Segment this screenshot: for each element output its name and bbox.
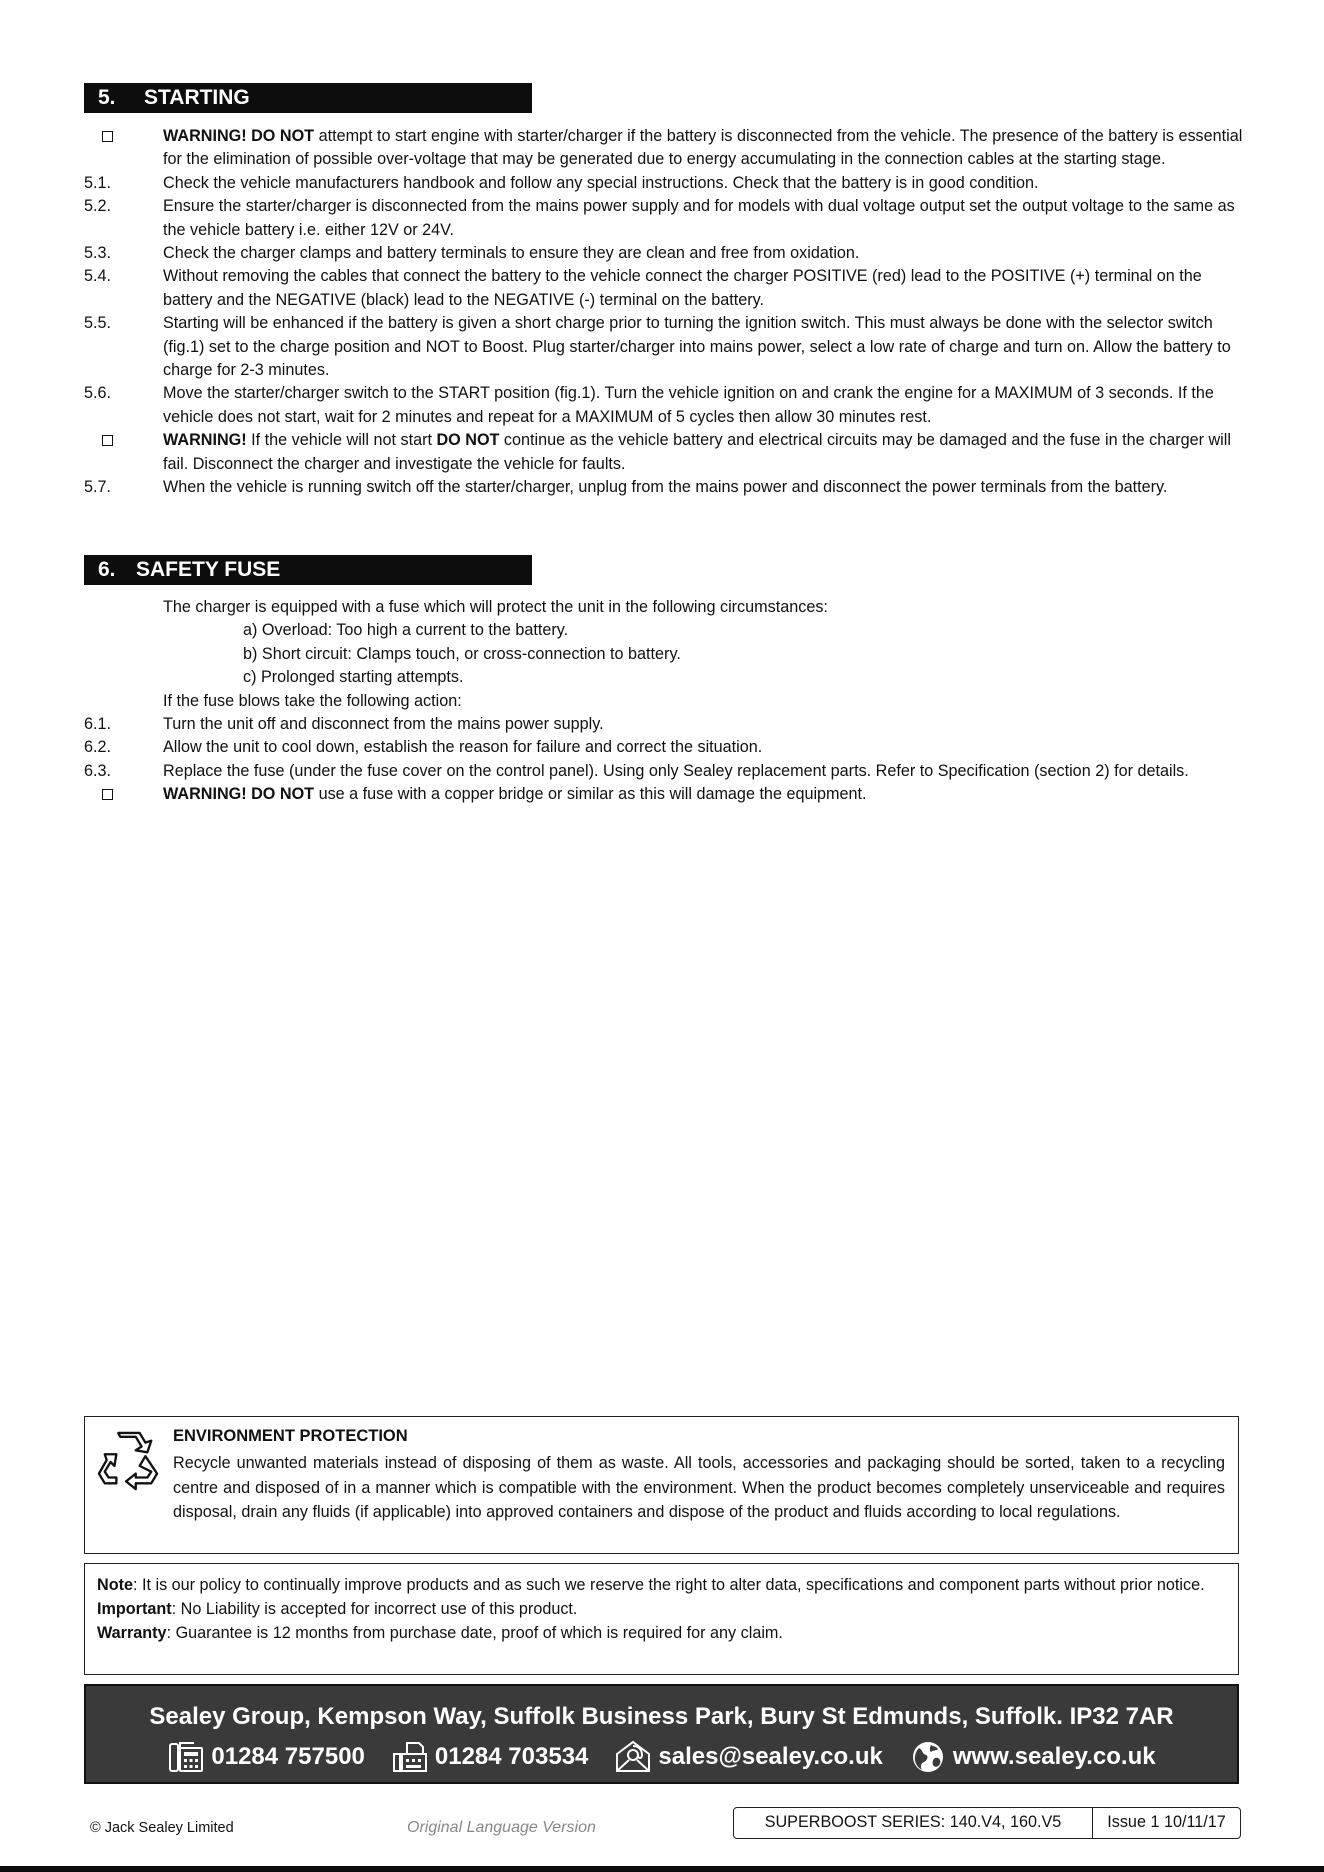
- item-text: Replace the fuse (under the fuse cover on the control panel). Using only Sealey replacement parts. Refer to Specification (section 2) for details.: [163, 761, 1189, 780]
- warranty-text: : Guarantee is 12 months from purchase date, proof of which is required for any claim.: [166, 1624, 783, 1642]
- warning-label: WARNING! DO NOT: [163, 785, 315, 804]
- item-number: 5.2.: [84, 197, 112, 216]
- section-6-number: 6.: [98, 558, 116, 581]
- warning-item: [84, 125, 1244, 172]
- phone-number[interactable]: 01284 757500: [211, 1743, 365, 1770]
- item-text: Without removing the cables that connect the battery to the vehicle connect the charger POSITIVE (red) lead to the POSITIVE (+) terminal on the battery and the NEGATIVE (black) lead to the NEGATIVE (-) terminal on the battery.: [163, 267, 1202, 309]
- item-number: 5.7.: [84, 478, 112, 497]
- section-5-title: STARTING: [144, 86, 250, 109]
- notes-box: [84, 1563, 1239, 1675]
- item-text: Move the starter/charger switch to the START position (fig.1). Turn the vehicle ignition on and crank the engine for a MAXIMUM of 3 seconds. If the vehicle does not start, wait for 2 minutes and repeat for a MAXIMUM of 5 cycles then allow 30 minutes rest.: [163, 384, 1214, 426]
- contact-footer: [84, 1684, 1239, 1784]
- warranty-label: Warranty: [97, 1624, 167, 1642]
- item-number: 5.5.: [84, 314, 112, 333]
- item-text: When the vehicle is running switch off the starter/charger, unplug from the mains power and disconnect the power terminals from the battery.: [163, 478, 1168, 497]
- section-6-heading: [84, 555, 532, 585]
- action-intro-text: If the fuse blows take the following action:: [163, 691, 462, 710]
- list-item: [84, 476, 1244, 499]
- fax-icon: [391, 1740, 429, 1774]
- section-5-list: [84, 125, 1244, 500]
- checkbox-bullet-icon: [102, 435, 113, 446]
- item-text: use a fuse with a copper bridge or similar as this will damage the equipment.: [314, 785, 867, 804]
- intro-text: The charger is equipped with a fuse which will protect the unit in the following circumstances:: [163, 598, 828, 616]
- web-contact: [909, 1740, 1156, 1774]
- list-item: [84, 713, 1244, 736]
- item-text: attempt to start engine with starter/charger if the battery is disconnected from the vehicle. The presence of the battery is essential for the elimination of possible over-voltage that may be generated due to energy accumulating in the connection cables at the starting stage.: [163, 127, 1243, 169]
- item-number: 5.6.: [84, 384, 112, 403]
- note-text: : It is our policy to continually improve products and as such we reserve the right to alter data, specifications and component parts without prior notice.: [132, 1576, 1205, 1594]
- series-issue-box: [733, 1807, 1241, 1839]
- important-label: Important: [97, 1600, 172, 1618]
- list-item: [84, 312, 1244, 382]
- fuse-intro: [84, 596, 1244, 619]
- email-contact: [614, 1740, 882, 1774]
- email-link[interactable]: sales@sealey.co.uk: [658, 1743, 883, 1770]
- telephone-icon: [167, 1740, 205, 1774]
- item-text: If the vehicle will not start: [246, 431, 437, 450]
- original-language-label: Original Language Version: [407, 1819, 596, 1836]
- environment-protection-box: [84, 1416, 1239, 1554]
- envelope-at-icon: [614, 1740, 652, 1774]
- item-number: 5.3.: [84, 244, 112, 263]
- list-item: [84, 760, 1244, 783]
- series-label: SUPERBOOST SERIES: 140.V4, 160.V5: [734, 1808, 1093, 1838]
- item-text: Check the vehicle manufacturers handbook and follow any special instructions. Check that the battery is in good condition.: [163, 173, 1039, 192]
- warning-emphasis: DO NOT: [436, 431, 500, 450]
- warning-label: WARNING!: [163, 431, 247, 450]
- globe-icon: [909, 1740, 947, 1774]
- section-6-title: SAFETY FUSE: [136, 558, 281, 581]
- list-item: [84, 382, 1244, 429]
- copyright-text: © Jack Sealey Limited: [90, 1820, 234, 1836]
- section-5-heading: [84, 83, 532, 113]
- list-item: [84, 172, 1244, 195]
- item-number: 6.3.: [84, 761, 112, 780]
- phone-contact: [167, 1740, 365, 1774]
- list-item: [84, 242, 1244, 265]
- section-6-list: [84, 596, 1244, 807]
- list-item: [84, 195, 1244, 242]
- circumstance-item: c) Prolonged starting attempts.: [243, 668, 464, 687]
- warning-item: [84, 783, 1244, 806]
- website-link[interactable]: www.sealey.co.uk: [952, 1743, 1156, 1770]
- circumstance-item: a) Overload: Too high a current to the battery.: [243, 621, 569, 640]
- item-number: 5.1.: [84, 173, 112, 192]
- circumstance-item: b) Short circuit: Clamps touch, or cross-connection to battery.: [243, 644, 681, 663]
- list-item: [84, 265, 1244, 312]
- item-text: Ensure the starter/charger is disconnected from the mains power supply and for models with dual voltage output set the output voltage to the same as the vehicle battery i.e. either 12V or 24V.: [163, 197, 1235, 239]
- fax-contact: [391, 1740, 589, 1774]
- environment-text: Recycle unwanted materials instead of disposing of them as waste. All tools, accessories and packaging should be sorted, taken to a recycling centre and disposed of in a manner which is compatible with the environment. When the product becomes completely unserviceable and requires disposal, drain any fluids (if applicable) into approved containers and dispose of the product and fluids according to local regulations.: [173, 1454, 1225, 1521]
- item-number: 5.4.: [84, 267, 112, 286]
- bottom-rule: [0, 1866, 1324, 1872]
- warning-label: WARNING! DO NOT: [163, 127, 315, 145]
- item-text: continue as the vehicle battery and electrical circuits may be damaged and the fuse in the charger will fail. Disconnect the charger and investigate the vehicle for faults.: [163, 431, 1231, 473]
- item-text: Allow the unit to cool down, establish the reason for failure and correct the situation.: [163, 738, 763, 757]
- warranty-line: [97, 1621, 1226, 1645]
- recycle-icon: [97, 1431, 159, 1493]
- item-text: Turn the unit off and disconnect from the mains power supply.: [163, 715, 604, 734]
- checkbox-bullet-icon: [102, 131, 113, 142]
- environment-title: ENVIRONMENT PROTECTION: [173, 1427, 408, 1445]
- important-text: : No Liability is accepted for incorrect use of this product.: [171, 1600, 578, 1618]
- item-text: Starting will be enhanced if the battery is given a short charge prior to turning the ignition switch. This must always be done with the selector switch (fig.1) set to the charge position and NOT to Boost. Plug starter/charger into mains power, select a low rate of charge and turn on. Allow the battery to charge for 2-3 minutes.: [163, 314, 1231, 380]
- section-5-number: 5.: [98, 86, 116, 109]
- contact-row: [86, 1740, 1237, 1774]
- note-line: [97, 1573, 1226, 1597]
- warning-item: [84, 429, 1244, 476]
- important-line: [97, 1597, 1226, 1621]
- issue-label: Issue 1 10/11/17: [1107, 1813, 1226, 1831]
- action-intro: [84, 690, 1244, 713]
- fax-number[interactable]: 01284 703534: [434, 1743, 589, 1770]
- company-address: Sealey Group, Kempson Way, Suffolk Business Park, Bury St Edmunds, Suffolk. IP32 7AR: [149, 1703, 1174, 1730]
- item-number: 6.2.: [84, 738, 112, 757]
- checkbox-bullet-icon: [102, 789, 113, 800]
- note-label: Note: [97, 1576, 133, 1594]
- list-item: [84, 736, 1244, 759]
- item-number: 6.1.: [84, 715, 112, 734]
- item-text: Check the charger clamps and battery terminals to ensure they are clean and free from oxidation.: [163, 244, 860, 263]
